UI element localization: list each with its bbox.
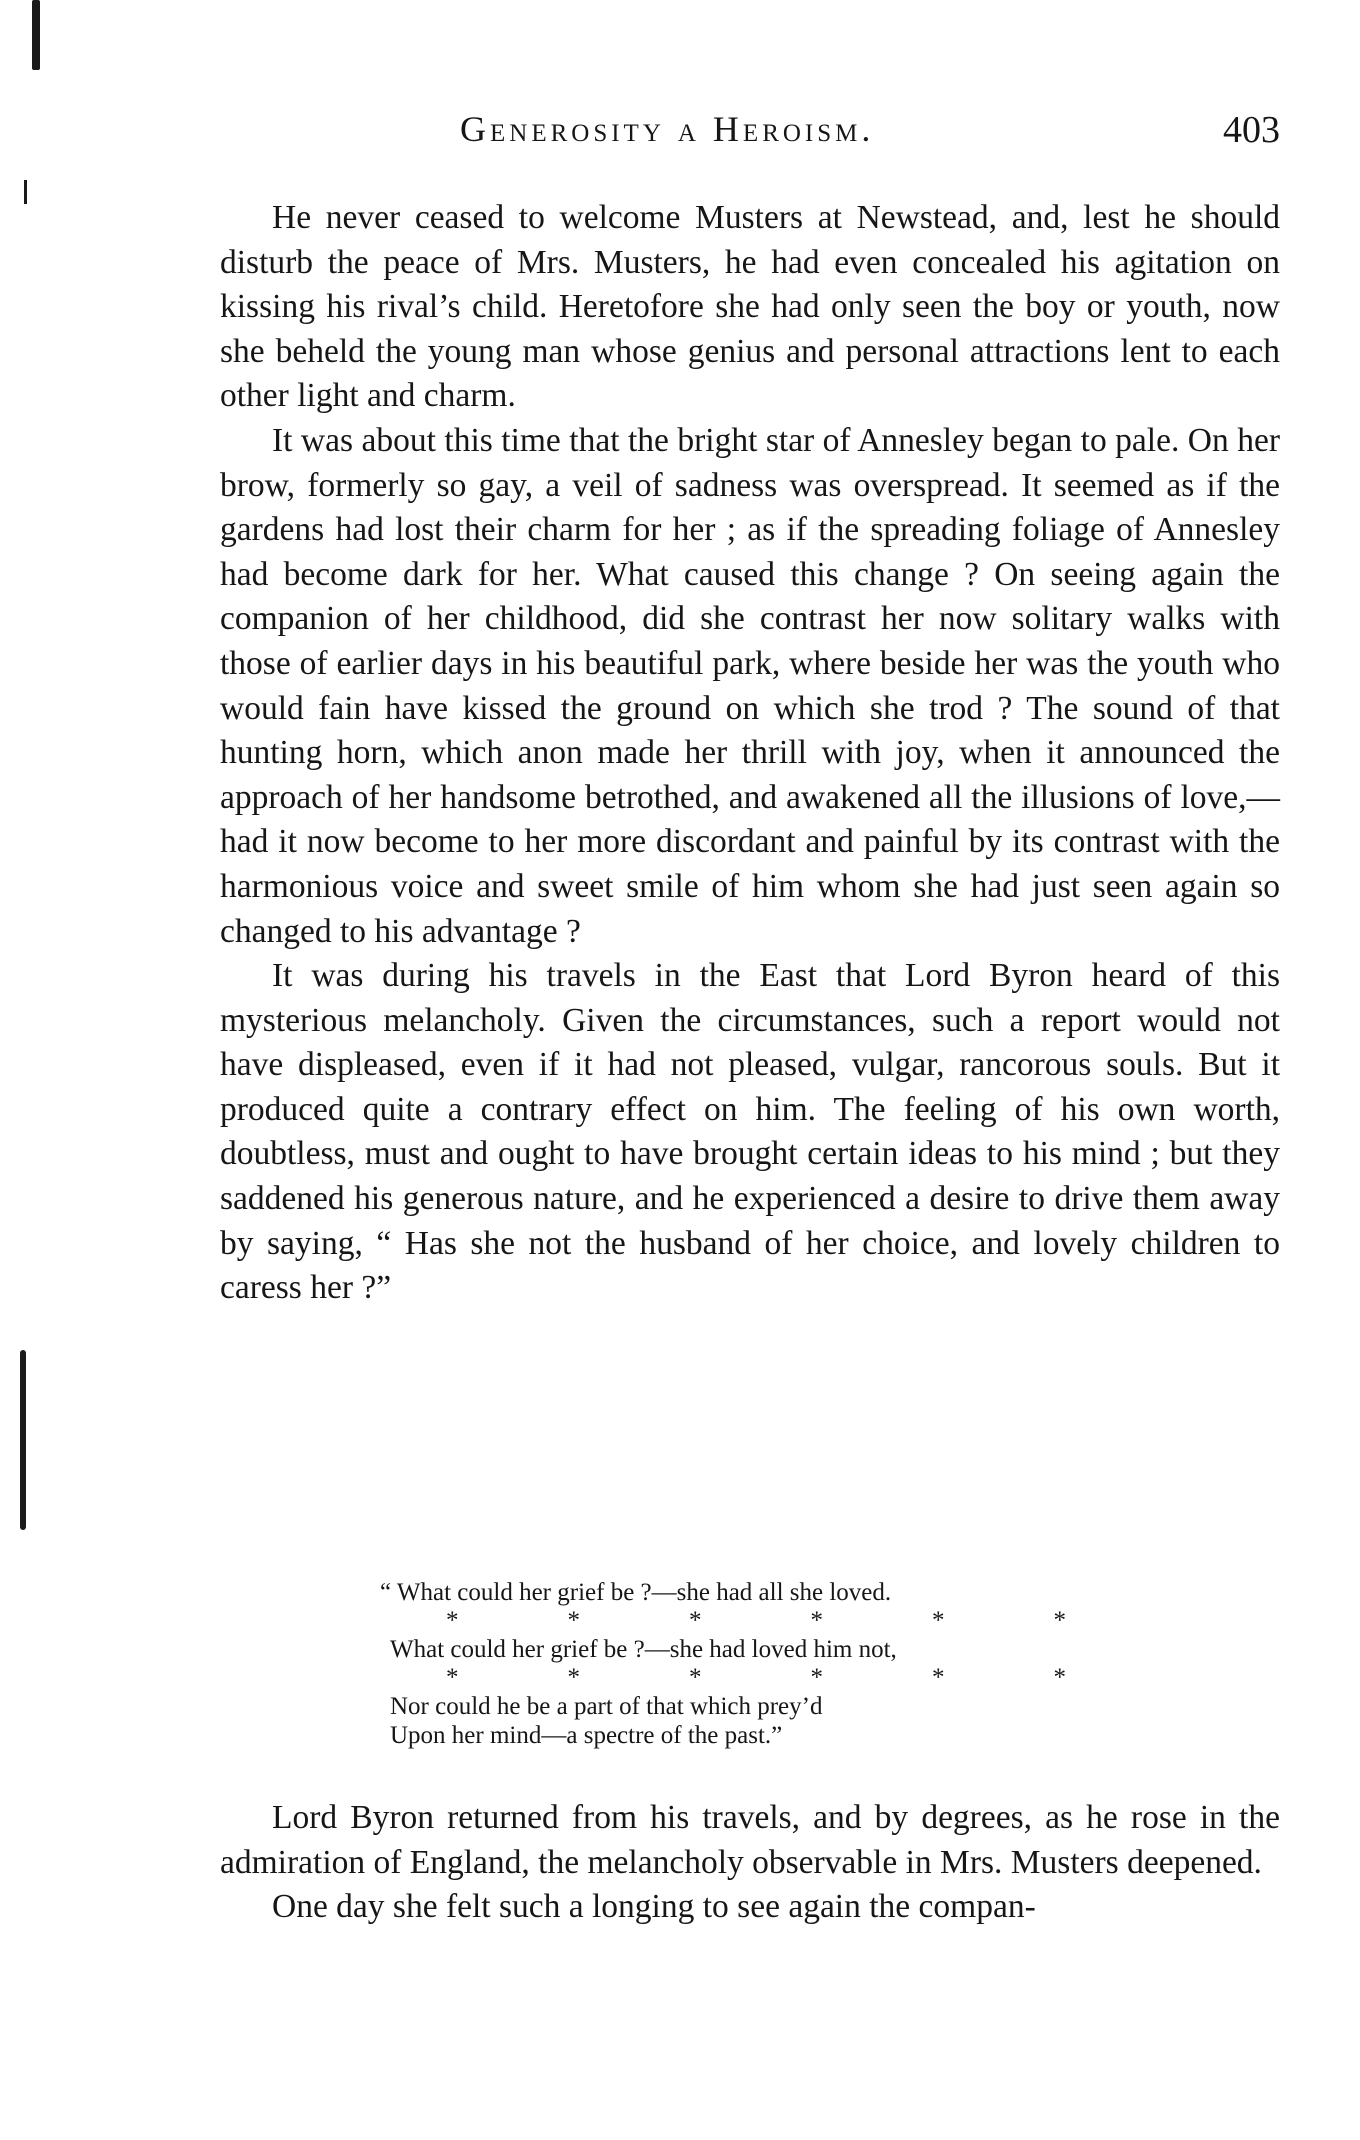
star: * [689, 1664, 702, 1691]
star: * [810, 1607, 823, 1634]
body-text [220, 196, 1280, 1311]
verse-line: Nor could he be a part of that which prey’d [390, 1693, 823, 1720]
star: * [810, 1664, 823, 1691]
star: * [567, 1607, 580, 1634]
verse-line: What could her grief be ?—she had loved him not, [390, 1636, 897, 1663]
running-header [220, 108, 1280, 164]
paragraph: He never ceased to welcome Musters at Newstead, and, lest he should disturb the peace of Mrs. Musters, he had even concealed his agitation on kissing his rival’s child. Heretofore she had only seen the boy or youth, now she beheld the young man whose genius and personal attractions lent to each other light and charm. [220, 199, 1280, 415]
verse-ellipsis-stars [446, 1664, 1066, 1692]
verse-line: Upon her mind—a spectre of the past.” [390, 1722, 783, 1749]
verse-line: “ What could her grief be ?—she had all she loved. [380, 1579, 892, 1606]
star: * [932, 1607, 945, 1634]
paragraph: It was about this time that the bright star of Annesley began to pale. On her brow, formerly so gay, a veil of sadness was overspread. It seemed as if the gardens had lost their charm for her ; as if the spreading foliage of Annesley had become dark for her. What caused this change ? On seeing again the companion of her childhood, did she contrast her now solitary walks with those of earlier days in his beautiful park, where beside her was the youth who would fain have kissed the ground on which she trod ? The sound of that hunting horn, which anon made her thrill with joy, when it announced the approach of her handsome betrothed, and awakened all the illusions of love,—had it now become to her more discordant and painful by its contrast with the harmonious voice and sweet smile of him whom she had just seen again so changed to his advantage ? [220, 421, 1280, 950]
body-text-continued [220, 1796, 1280, 1930]
paragraph: It was during his travels in the East that Lord Byron heard of this mysterious melancholy. Given the circumstances, such a report would not have displeased, even if it had not pleased, vulgar, rancorous souls. But it produced quite a contrary effect on him. The feeling of his own worth, doubtless, must and ought to have brought certain ideas to his mind ; but they saddened his generous nature, and he experienced a desire to drive them away by saying, “ Has she not the husband of her choice, and lovely children to caress her ?” [220, 957, 1280, 1307]
star: * [567, 1664, 580, 1691]
running-title: Generosity a Heroism. [460, 109, 875, 149]
star: * [1053, 1664, 1066, 1691]
page-number: 403 [1223, 109, 1280, 151]
star: * [689, 1607, 702, 1634]
star: * [446, 1664, 459, 1691]
star: * [932, 1664, 945, 1691]
paragraph: One day she felt such a longing to see again the compan- [272, 1888, 1036, 1926]
scan-artifact-small [24, 180, 27, 204]
star: * [446, 1607, 459, 1634]
scan-artifact-middle [20, 1350, 26, 1530]
verse-ellipsis-stars [446, 1607, 1066, 1635]
star: * [1053, 1607, 1066, 1634]
paragraph: Lord Byron returned from his travels, and by degrees, as he rose in the admiration of England, the melancholy observable in Mrs. Musters deepened. [220, 1799, 1280, 1881]
verse-quotation [380, 1578, 1150, 1750]
scan-artifact-top [32, 0, 40, 70]
